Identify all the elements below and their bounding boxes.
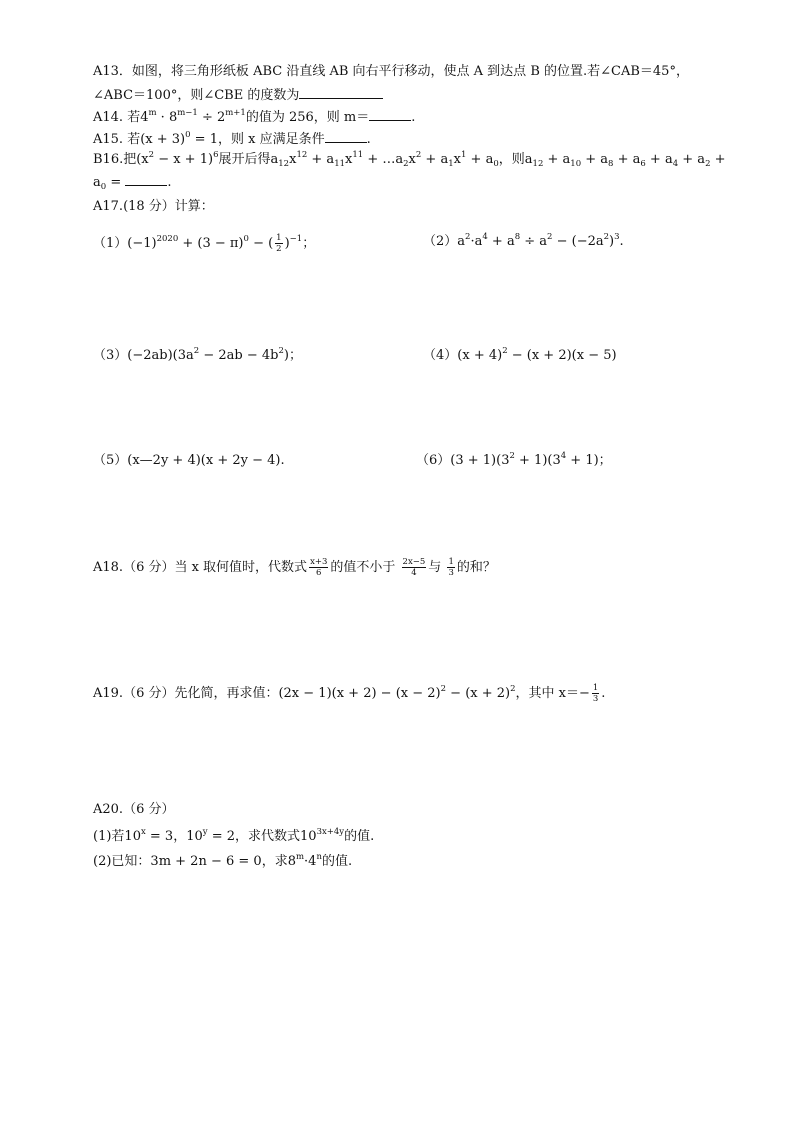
question-20-part-2: (2)已知：3m + 2n − 6 = 0，求$8^m\cdot 4^n$的值. — [93, 852, 353, 869]
question-19: A19.（6 分）先化简，再求值：$(2x - 1)(x + 2) - (x - 2)^2 - (x + 2)^2$，其中 x＝− $\frac{1}{3}$ . — [93, 683, 606, 704]
answer-blank[interactable] — [325, 129, 367, 143]
question-14: A14. 若$4^m \cdot 8^{m-1} \div 2^{m+1}$的值为 256，则 m＝ . — [93, 108, 416, 125]
question-20-title: A20.（6 分） — [93, 802, 175, 817]
question-16-line1: B16.把$(x^2 - x + 1)^6$展开后得$a_{12}x^{12} + a_{11}x^{11}$ + $\dots a_2x^2 + a_1x^1 + a_0$，则$a_{12} + a_{10} + a_8 + a_6 + a_4 + a_2$ + — [93, 150, 726, 169]
question-18: A18.（6 分）当 x 取何值时，代数式 $\frac{x+3}{6}$ 的值不小于 $\frac{2x-5}{4}$ 与 $\frac{1}{3}$ 的和？ — [93, 557, 496, 578]
answer-blank[interactable] — [299, 85, 383, 99]
q17-part-2: $(2)a^2\cdot a^4 + a^8 \div a^2 - (-2a^2)^3$. — [423, 232, 624, 249]
q17-part-3: $(3)(-2ab)(3a^2 - 2ab - 4b^2)$； — [93, 346, 302, 363]
q17-part-6: $(6)(3 + 1)(3^2 + 1)(3^4 + 1)$； — [416, 451, 612, 468]
q17-part-4: $(4)(x + 4)^2 - (x + 2)(x - 5)$ — [423, 346, 617, 363]
q17-part-5: （5）(x—2y + 4)(x + 2y − 4). — [93, 453, 285, 468]
question-13-line2: ∠ABC＝100°，则∠CBE 的度数为 — [93, 85, 383, 105]
q17-part-1: $(1)(-1)^{2020} + (3 - \pi)^0$ − ( $\frac{1}{2}$ )$^{-1}$； — [93, 233, 316, 254]
question-17-title: A17.(18 分）计算： — [93, 199, 214, 214]
question-16-line2: $a_0$ = . — [93, 172, 172, 192]
answer-blank[interactable] — [125, 172, 167, 186]
question-13-line1: A13．如图，将三角形纸板 ABC 沿直线 AB 向右平行移动，使点 A 到达点 B 的位置.若∠CAB＝45°， — [93, 64, 689, 79]
question-15: A15. 若$(x + 3)^0 = 1$，则 x 应满足条件 . — [93, 130, 371, 147]
question-20-part-1: (1)若$10^x = 3$，$10^y = 2$，求代数式$10^{3x+4y}$的值. — [93, 827, 375, 844]
answer-blank[interactable] — [369, 107, 411, 121]
